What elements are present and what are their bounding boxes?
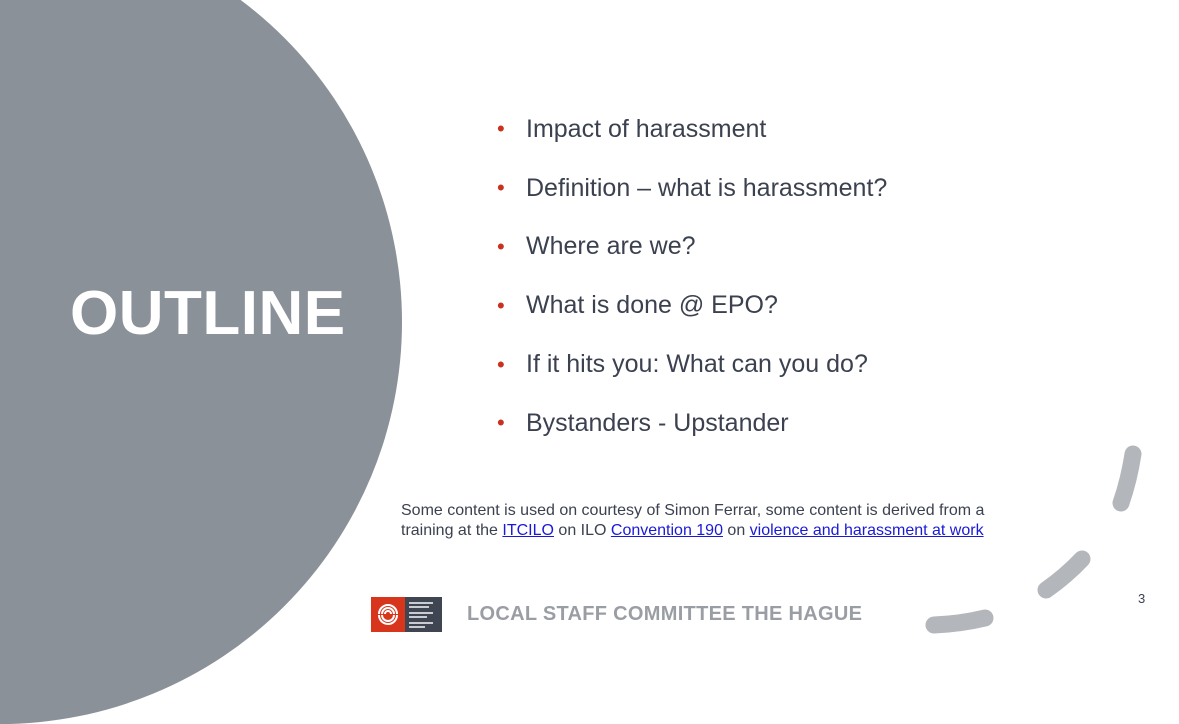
bullet-dot-icon: • xyxy=(497,351,505,377)
list-item: • Where are we? xyxy=(497,232,696,261)
page-number: 3 xyxy=(1138,591,1146,606)
slide-title: OUTLINE xyxy=(70,279,346,348)
list-item: • Definition – what is harassment? xyxy=(497,173,888,202)
violence-harassment-link[interactable]: violence and harassment at work xyxy=(749,522,984,539)
bullet-dot-icon: • xyxy=(497,116,505,142)
bullet-dot-icon: • xyxy=(497,292,505,318)
itcilo-link[interactable]: ITCILO xyxy=(502,522,554,539)
bullet-dot-icon: • xyxy=(497,233,505,259)
list-item: • What is done @ EPO? xyxy=(497,291,778,320)
footer-text: LOCAL STAFF COMMITTEE THE HAGUE xyxy=(467,603,863,625)
list-item: • Impact of harassment xyxy=(497,114,767,143)
convention-190-link[interactable]: Convention 190 xyxy=(610,522,723,539)
bullet-dot-icon: • xyxy=(497,175,505,201)
list-item: • Bystanders - Upstander xyxy=(497,408,789,437)
list-item: • If it hits you: What can you do? xyxy=(497,350,868,379)
credits-note: Some content is used on courtesy of Simon Ferrar, some content is derived from a training at the ITCILO on ILO Convention 190 on violence and harassment at work xyxy=(401,502,985,539)
bullet-dot-icon: • xyxy=(497,410,505,436)
